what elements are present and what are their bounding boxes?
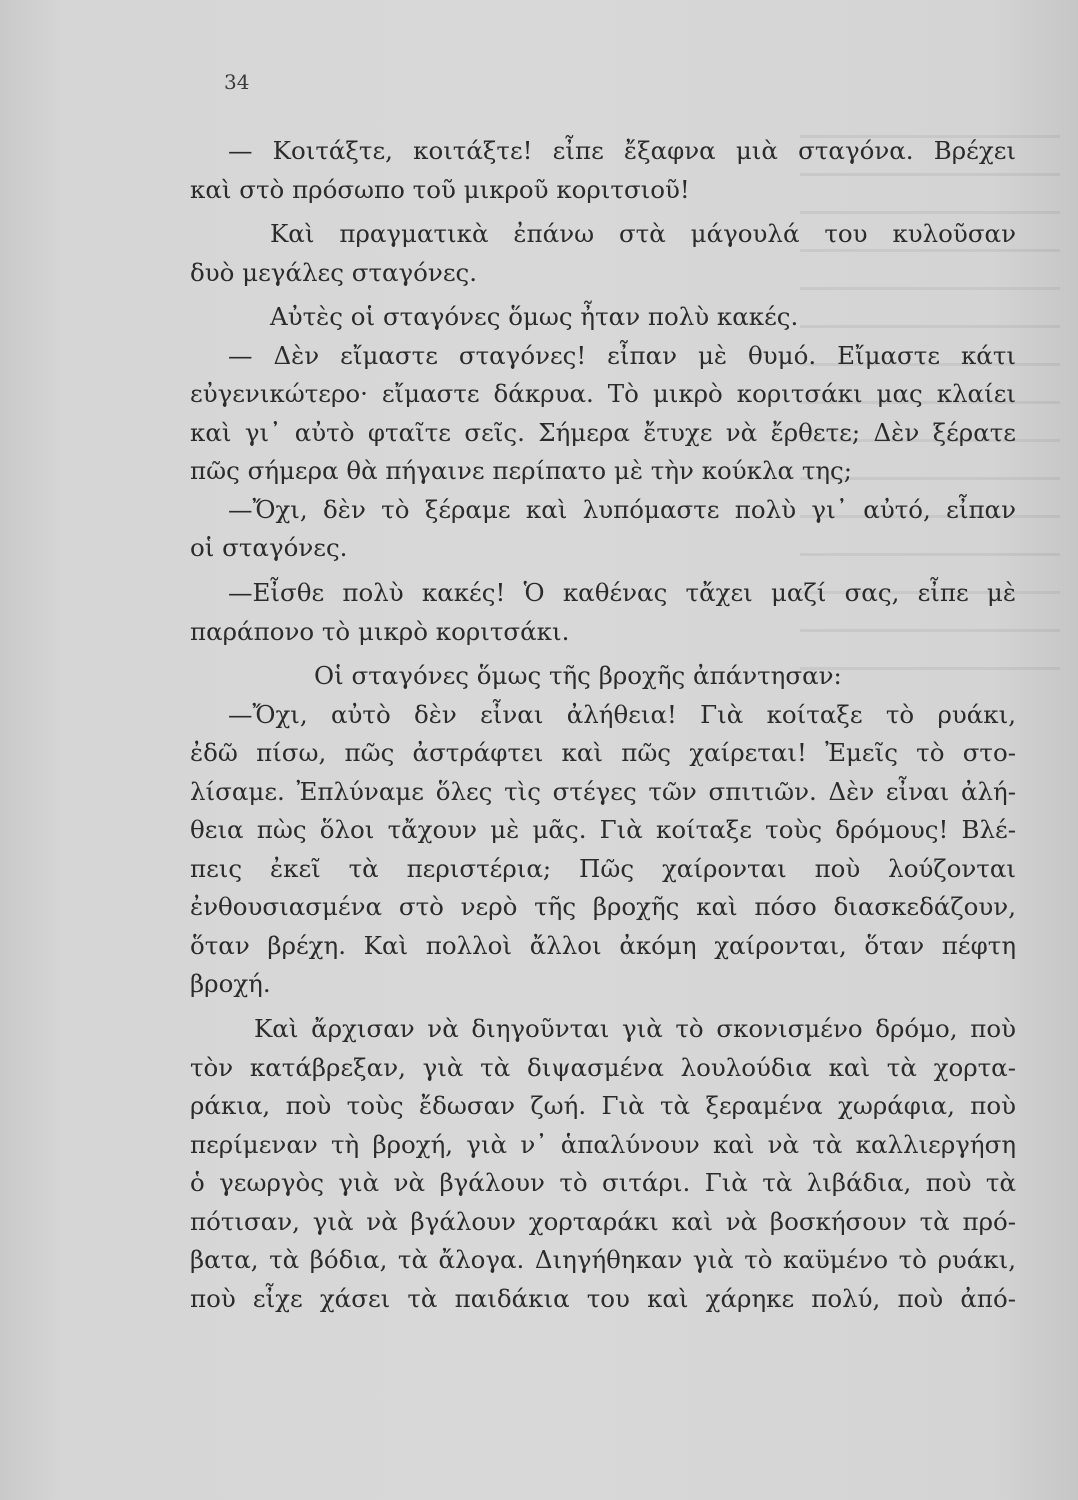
text-line: παράπονο τὸ μικρὸ κοριτσάκι.	[190, 616, 570, 646]
text-line: οἱ σταγόνες.	[190, 533, 348, 563]
text-line: πῶς σήμερα θὰ πήγαινε περίπατο μὲ τὴν κούκλα της;	[190, 456, 853, 486]
text-line: εὐγενικώτερο· εἴμαστε δάκρυα. Τὸ μικρὸ κοριτσάκι μας κλαίει	[190, 379, 1016, 409]
body-text	[190, 132, 1016, 1318]
text-line: Αὐτὲς οἱ σταγόνες ὅμως ἦταν πολὺ κακές.	[270, 302, 799, 332]
text-line: δυὸ μεγάλες σταγόνες.	[190, 257, 478, 287]
text-line: —Ὄχι, δὲν τὸ ξέραμε καὶ λυπόμαστε πολὺ γι᾽ αὐτό, εἶπαν	[228, 494, 1016, 524]
text-line: λίσαμε. Ἐπλύναμε ὅλες τὶς στέγες τῶν σπιτιῶν. Δὲν εἶναι ἀλή-	[190, 776, 1016, 806]
text-line: —Εἶσθε πολὺ κακές! Ὁ καθένας τἄχει μαζί σας, εἶπε μὲ	[228, 578, 1016, 608]
text-line: ὁ γεωργὸς γιὰ νὰ βγάλουν τὸ σιτάρι. Γιὰ τὰ λιβάδια, ποὺ τὰ	[190, 1168, 1016, 1198]
text-line: πότισαν, γιὰ νὰ βγάλουν χορταράκι καὶ νὰ βοσκήσουν τὰ πρό-	[190, 1206, 1016, 1236]
text-line: ὅταν βρέχη. Καὶ πολλοὶ ἄλλοι ἀκόμη χαίρονται, ὅταν πέφτη	[190, 930, 1016, 960]
text-line: καὶ στὸ πρόσωπο τοῦ μικροῦ κοριτσιοῦ!	[190, 174, 690, 204]
page-number: 34	[224, 70, 250, 94]
text-line: — Δὲν εἴμαστε σταγόνες! εἶπαν μὲ θυμό. Εἴμαστε κάτι	[228, 340, 1016, 370]
text-line: Καὶ ἄρχισαν νὰ διηγοῦνται γιὰ τὸ σκονισμένο δρόμο, ποὺ	[254, 1014, 1016, 1044]
text-line: βατα, τὰ βόδια, τὰ ἄλογα. Διηγήθηκαν γιὰ τὸ καϋμένο τὸ ρυάκι,	[190, 1245, 1016, 1275]
text-line: —Ὄχι, αὐτὸ δὲν εἶναι ἀλήθεια! Γιὰ κοίταξε τὸ ρυάκι,	[228, 699, 1016, 729]
text-line: Καὶ πραγματικὰ ἐπάνω στὰ μάγουλά του κυλοῦσαν	[270, 219, 1016, 249]
text-line: ράκια, ποὺ τοὺς ἔδωσαν ζωή. Γιὰ τὰ ξεραμένα χωράφια, ποὺ	[190, 1091, 1016, 1121]
text-line: καὶ γι᾽ αὐτὸ φταῖτε σεῖς. Σήμερα ἔτυχε νὰ ἔρθετε; Δὲν ξέρατε	[190, 417, 1016, 447]
text-line: θεια πὼς ὅλοι τἄχουν μὲ μᾶς. Γιὰ κοίταξε τοὺς δρόμους! Βλέ-	[190, 815, 1016, 845]
text-line: ἐδῶ πίσω, πῶς ἀστράφτει καὶ πῶς χαίρεται! Ἐμεῖς τὸ στο-	[190, 738, 1016, 768]
text-line: πεις ἐκεῖ τὰ περιστέρια; Πῶς χαίρονται ποὺ λούζονται	[190, 853, 1016, 883]
text-line: τὸν κατάβρεξαν, γιὰ τὰ διψασμένα λουλούδια καὶ τὰ χορτα-	[190, 1052, 1016, 1082]
text-line: Οἱ σταγόνες ὅμως τῆς βροχῆς ἀπάντησαν:	[314, 661, 842, 691]
text-line: — Κοιτάξτε, κοιτάξτε! εἶπε ἔξαφνα μιὰ σταγόνα. Βρέχει	[228, 136, 1016, 165]
text-line: περίμεναν τὴ βροχή, γιὰ ν᾽ ἁπαλύνουν καὶ νὰ τὰ καλλιεργήση	[190, 1129, 1016, 1159]
text-line: ποὺ εἶχε χάσει τὰ παιδάκια του καὶ χάρηκε πολύ, ποὺ ἀπό-	[190, 1283, 1016, 1313]
text-line: βροχή.	[190, 969, 271, 999]
text-line: ἐνθουσιασμένα στὸ νερὸ τῆς βροχῆς καὶ πόσο διασκεδάζουν,	[190, 892, 1016, 922]
